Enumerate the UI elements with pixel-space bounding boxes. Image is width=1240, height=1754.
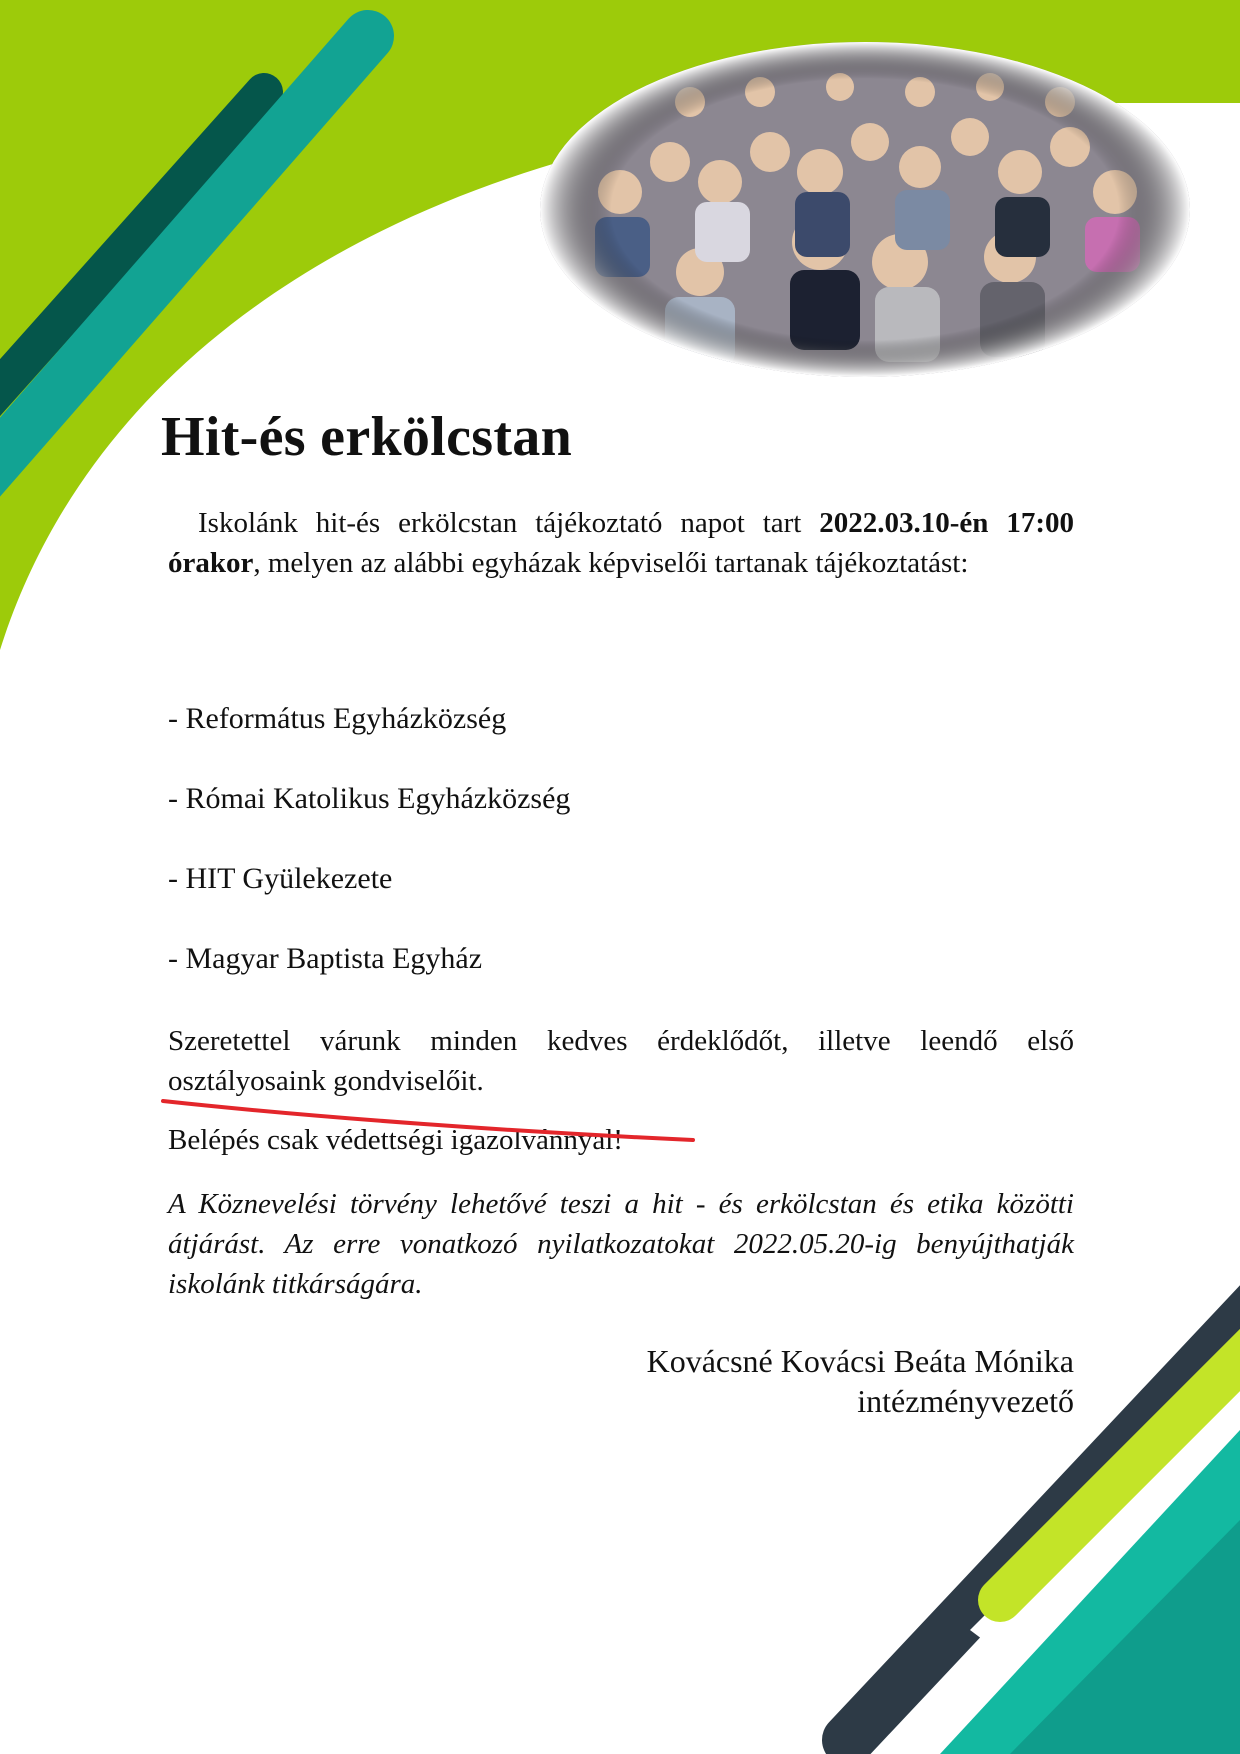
church-item-katolikus: - Római Katolikus Egyházközség [168,782,571,815]
intro-text-after: , melyen az alábbi egyházak képviselői tartanak tájékoztatást: [253,547,969,579]
intro-datetime: 2022.03.10-én 17:00 órakor [168,507,1074,579]
entry-notice-struck: Belépés csak védettségi igazolvánnyal! [168,1124,623,1156]
church-item-hit: - HIT Gyülekezete [168,862,393,895]
law-note-paragraph: A Köznevelési törvény lehetővé teszi a hit - és erkölcstan és etika közötti átjárást. Az erre vonatkozó nyilatkozatokat 2022.05.20-ig benyújthatják iskolánk titkárságára. [168,1188,1074,1300]
church-item-reformatus: - Református Egyházközség [168,702,507,735]
welcome-paragraph: Szeretettel várunk minden kedves érdeklődőt, illetve leendő első osztályosaink gondviselőit. [168,1025,1074,1097]
church-item-baptista: - Magyar Baptista Egyház [168,942,483,975]
page-title: Hit-és erkölcstan [161,406,573,468]
intro-text-before: Iskolánk hit-és erkölcstan tájékoztató napot tart [198,507,820,539]
signature-block [647,1341,1074,1421]
signature-name: Kovácsné Kovácsi Beáta Mónika [646,1343,1074,1379]
signature-role: intézményvezető [857,1383,1074,1419]
